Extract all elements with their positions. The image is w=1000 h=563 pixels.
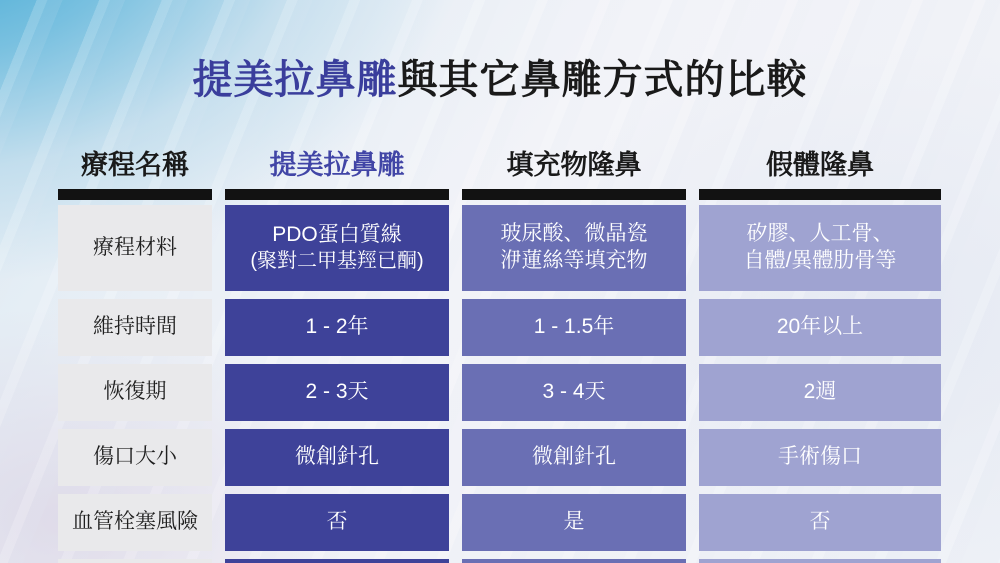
cell-wound-filler: 微創針孔: [462, 429, 686, 486]
cell-line: 洢蓮絲等填充物: [500, 249, 648, 272]
cell-risk-filler: 是: [462, 494, 686, 551]
cell-partial-implant: [699, 559, 941, 563]
cell-duration-filler: 1 - 1.5年: [462, 299, 686, 356]
cell-partial-filler: [462, 559, 686, 563]
cell-line: (聚對二甲基羥已酮): [250, 249, 424, 272]
header-underline-bar: [462, 189, 686, 200]
page-title-rest: 與其它鼻雕方式的比較: [397, 58, 808, 102]
cell-duration-implant: 20年以上: [699, 299, 941, 356]
header-underline-bar: [699, 189, 941, 200]
cell-duration-timera: 1 - 2年: [225, 299, 449, 356]
row-label-partial: [58, 559, 212, 563]
page-title-accent: 提美拉鼻雕: [192, 58, 398, 102]
cell-line: PDO蛋白質線: [272, 222, 402, 246]
cell-materials-timera: [225, 205, 449, 291]
header-col-filler: [462, 128, 686, 200]
header-label-text: 療程名稱: [81, 150, 189, 180]
row-label-embolism-risk: 血管栓塞風險: [58, 494, 212, 551]
row-label-wound: 傷口大小: [58, 429, 212, 486]
header-col-timera: [225, 128, 449, 200]
header-col-implant: [699, 128, 941, 200]
cell-materials-filler: [462, 205, 686, 291]
cell-line: 玻尿酸、微晶瓷: [500, 222, 648, 246]
table-body: [58, 205, 941, 563]
header-implant-text: 假體隆鼻: [766, 150, 874, 180]
header-label-col: [58, 128, 212, 200]
page-title: [0, 48, 1000, 105]
cell-line: 矽膠、人工骨、: [746, 222, 894, 246]
row-label-recovery: 恢復期: [58, 364, 212, 421]
cell-wound-implant: 手術傷口: [699, 429, 941, 486]
header-underline-bar: [225, 189, 449, 200]
header-filler-text: 填充物隆鼻: [506, 150, 642, 180]
row-label-duration: 維持時間: [58, 299, 212, 356]
cell-materials-implant: [699, 205, 941, 291]
header-timera-text: 提美拉鼻雕: [269, 150, 405, 180]
cell-wound-timera: 微創針孔: [225, 429, 449, 486]
table-header: [58, 128, 941, 200]
cell-line: 自體/異體肋骨等: [743, 249, 897, 272]
cell-risk-implant: 否: [699, 494, 941, 551]
cell-partial-timera: [225, 559, 449, 563]
cell-recovery-implant: 2週: [699, 364, 941, 421]
header-underline-bar: [58, 189, 212, 200]
cell-recovery-filler: 3 - 4天: [462, 364, 686, 421]
cell-risk-timera: 否: [225, 494, 449, 551]
cell-recovery-timera: 2 - 3天: [225, 364, 449, 421]
row-label-materials: 療程材料: [58, 205, 212, 291]
